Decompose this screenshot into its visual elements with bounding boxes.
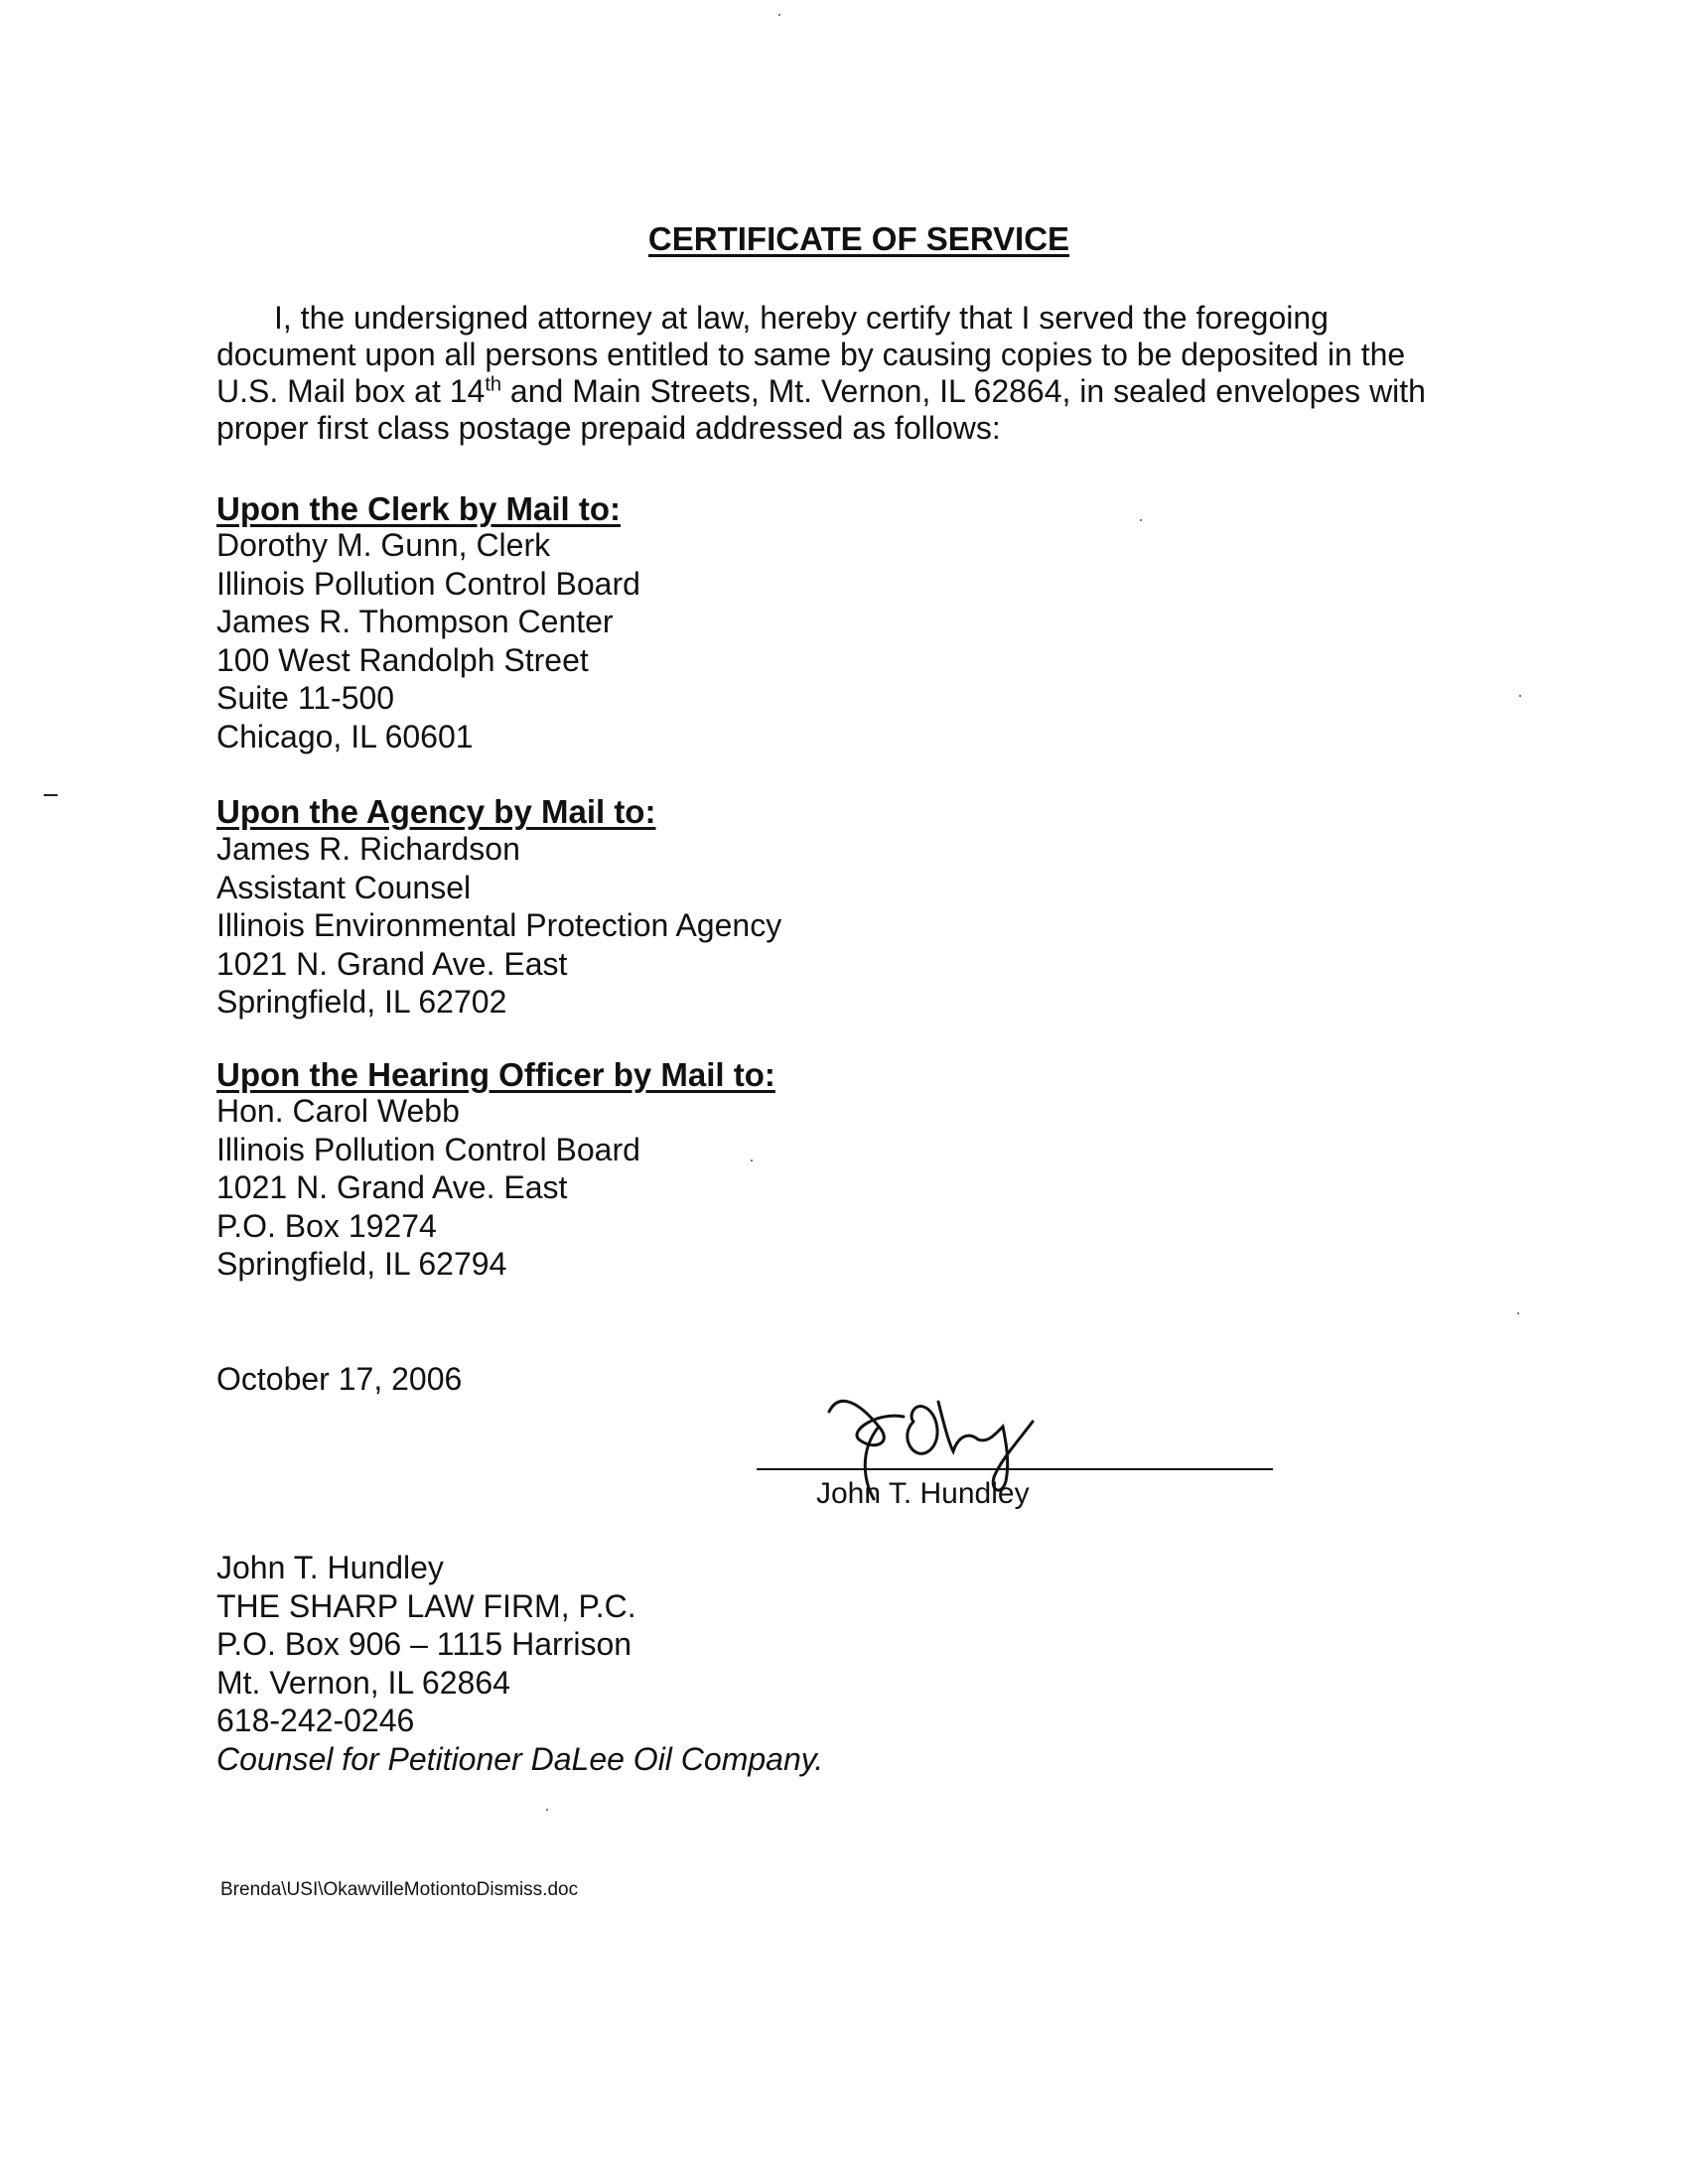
clerk-address [216, 526, 640, 755]
scan-speck [778, 14, 780, 16]
intro-line-3-post: and Main Streets, Mt. Vernon, IL 62864, in sealed envelopes with [501, 373, 1426, 409]
clerk-address-line: Dorothy M. Gunn, Clerk [216, 527, 551, 563]
clerk-heading: Upon the Clerk by Mail to: [216, 490, 622, 527]
counsel-line: THE SHARP LAW FIRM, P.C. [216, 1587, 636, 1624]
intro-line-3-sup: th [485, 373, 502, 396]
hearing-officer-address-line: Illinois Pollution Control Board [216, 1131, 640, 1167]
agency-address-line: Assistant Counsel [216, 869, 472, 905]
footer-file-path: Brenda\USI\OkawvilleMotiontoDismiss.doc [220, 1879, 579, 1900]
signing-date: October 17, 2006 [216, 1361, 463, 1397]
counsel-line: Mt. Vernon, IL 62864 [216, 1664, 510, 1701]
agency-address [216, 830, 781, 1022]
scan-mark [44, 794, 58, 796]
clerk-address-line: Suite 11-500 [216, 680, 395, 716]
intro-line-1: I, the undersigned attorney at law, hereby certify that I served the foregoing [274, 300, 1329, 336]
scan-speck [1519, 695, 1521, 697]
counsel-block [216, 1549, 823, 1778]
scan-speck [751, 1160, 753, 1161]
scan-speck [1140, 519, 1142, 521]
intro-line-2: document upon all persons entitled to same by causing copies to be deposited in the [216, 337, 1406, 372]
hearing-officer-address-line: 1021 N. Grand Ave. East [216, 1169, 568, 1205]
hearing-officer-heading: Upon the Hearing Officer by Mail to: [216, 1056, 775, 1093]
intro-line-4: proper first class postage prepaid addressed as follows: [216, 410, 1001, 446]
counsel-line: 618-242-0246 [216, 1703, 415, 1738]
counsel-line: P.O. Box 906 – 1115 Harrison [216, 1626, 632, 1662]
clerk-address-line: 100 West Randolph Street [216, 641, 589, 678]
agency-address-line: James R. Richardson [216, 831, 520, 867]
hearing-officer-address-line: Springfield, IL 62794 [216, 1246, 507, 1282]
counsel-line: John T. Hundley [216, 1550, 444, 1585]
scan-speck [546, 1809, 548, 1811]
hearing-officer-address-line: P.O. Box 19274 [216, 1207, 437, 1244]
intro-line-3 [216, 373, 1426, 410]
intro-line-3-pre: U.S. Mail box at 14 [216, 373, 486, 409]
agency-heading: Upon the Agency by Mail to: [216, 793, 656, 830]
signature-printed-name: John T. Hundley [816, 1477, 1030, 1510]
page-title: CERTIFICATE OF SERVICE [647, 220, 1070, 257]
clerk-address-line: Chicago, IL 60601 [216, 718, 474, 754]
agency-address-line: 1021 N. Grand Ave. East [216, 945, 568, 982]
counsel-role: Counsel for Petitioner DaLee Oil Company. [216, 1740, 824, 1777]
hearing-officer-address [216, 1092, 640, 1284]
agency-address-line: Illinois Environmental Protection Agency [216, 907, 782, 943]
scan-speck [1517, 1312, 1519, 1314]
agency-address-line: Springfield, IL 62702 [216, 984, 507, 1020]
hearing-officer-address-line: Hon. Carol Webb [216, 1093, 460, 1129]
clerk-address-line: James R. Thompson Center [216, 604, 614, 639]
clerk-address-line: Illinois Pollution Control Board [216, 565, 640, 602]
signature-line [757, 1468, 1273, 1470]
